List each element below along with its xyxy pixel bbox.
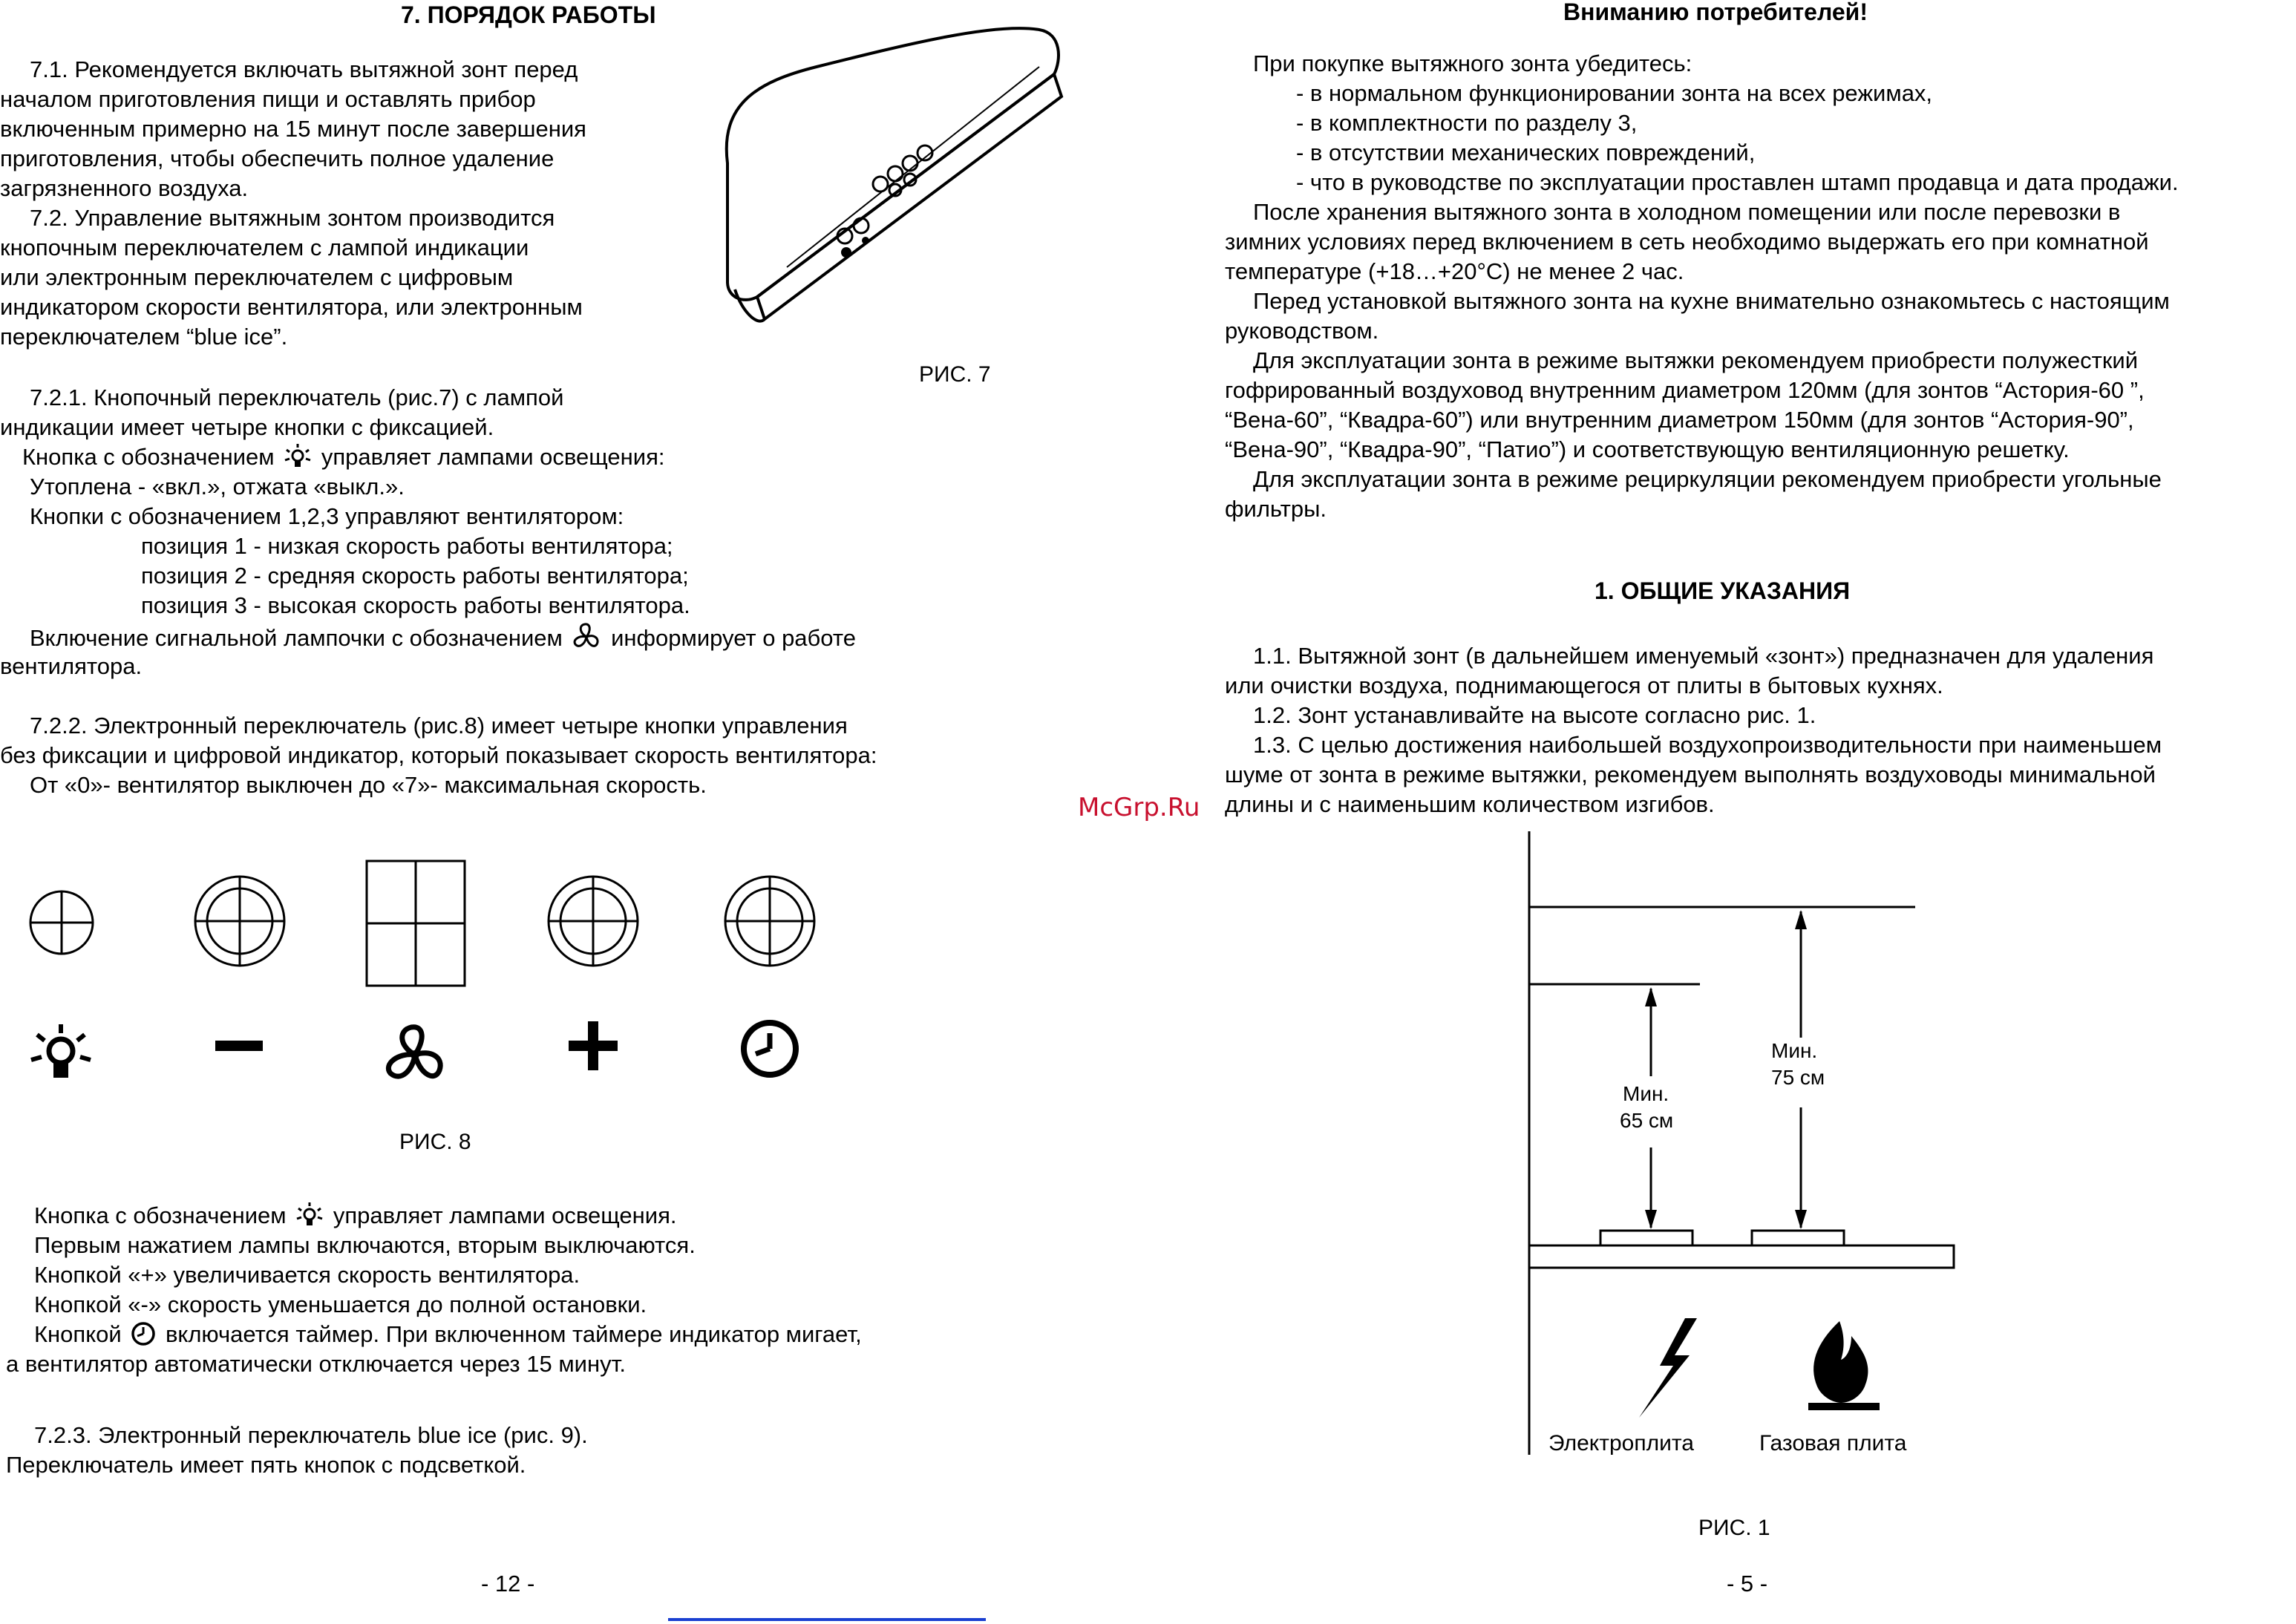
clock-icon — [739, 1018, 800, 1079]
text-line: 1.3. С целью достижения наибольшей воздухопроизводительности при наименьшем — [1253, 732, 2162, 758]
text-line: позиция 1 - низкая скорость работы вентилятора; — [141, 533, 673, 559]
text-line: Первым нажатием лампы включаются, вторым выключаются. — [34, 1232, 696, 1258]
min-75-label-1: Мин. — [1771, 1039, 1818, 1062]
text-line: После хранения вытяжного зонта в холодном помещении или после перевозки в — [1253, 199, 2121, 225]
minus-button[interactable] — [193, 874, 287, 968]
minus-icon — [215, 1041, 263, 1052]
text-span: информирует о работе — [611, 625, 856, 651]
lamp-icon — [297, 1202, 322, 1229]
installation-height-figure-1 — [1514, 831, 1975, 1470]
text-line: От «0»- вентилятор выключен до «7»- максимальная скорость. — [30, 772, 707, 798]
text-span: Включение сигнальной лампочки с обозначением — [30, 625, 563, 651]
text-span: управляет лампами освещения: — [321, 444, 665, 470]
text-line: длины и с наименьшим количеством изгибов. — [1225, 791, 1715, 817]
attention-heading: Вниманию потребителей! — [1563, 0, 1868, 25]
text-line: Для эксплуатации зонта в режиме вытяжки рекомендуем приобрести полужесткий — [1253, 347, 2139, 373]
link-underline[interactable] — [668, 1618, 986, 1621]
gas-stove-label: Газовая плита — [1759, 1431, 1907, 1456]
text-span: Кнопка с обозначением — [22, 444, 275, 470]
text-line — [22, 442, 665, 472]
clock-icon — [131, 1321, 156, 1346]
text-line: шуме от зонта в режиме вытяжки, рекомендуем выполнять воздуховоды минимальной — [1225, 762, 2156, 788]
text-line: 1.1. Вытяжной зонт (в дальнейшем именуемый «зонт») предназначен для удаления — [1253, 643, 2154, 669]
text-line: Утоплена - «вкл.», отжата «выкл.». — [30, 474, 405, 500]
speed-display — [365, 860, 466, 987]
lamp-icon — [31, 1024, 91, 1087]
text-line: фильтры. — [1225, 496, 1327, 522]
text-line: 1.2. Зонт устанавливайте на высоте согласно рис. 1. — [1253, 702, 1816, 728]
page-number-left: - 12 - — [481, 1571, 535, 1597]
general-heading: 1. ОБЩИЕ УКАЗАНИЯ — [1595, 577, 1851, 604]
text-line: позиция 2 - средняя скорость работы вентилятора; — [141, 563, 689, 589]
text-span: включается таймер. При включенном таймере индикатор мигает, — [165, 1321, 862, 1347]
lamp-button[interactable] — [28, 889, 95, 956]
text-line: 7.2.3. Электронный переключатель blue ice (рис. 9). — [34, 1422, 588, 1448]
text-line: руководством. — [1225, 318, 1379, 344]
fig8-caption: РИС. 8 — [399, 1130, 471, 1154]
text-line: - в комплектности по разделу 3, — [1296, 110, 1638, 136]
text-line: Переключатель имеет пять кнопок с подсветкой. — [6, 1452, 526, 1478]
text-line: кнопочным переключателем с лампой индикации — [0, 235, 529, 261]
text-line: Кнопкой «-» скорость уменьшается до полной остановки. — [34, 1291, 647, 1317]
text-line: включенным примерно на 15 минут после завершения — [0, 116, 586, 142]
text-line: - в отсутствии механических повреждений, — [1296, 140, 1756, 166]
section-7-heading: 7. ПОРЯДОК РАБОТЫ — [401, 1, 656, 28]
electric-stove-label: Электроплита — [1548, 1431, 1694, 1456]
text-line: или электронным переключателем с цифровым — [0, 264, 514, 290]
text-line: позиция 3 - высокая скорость работы вентилятора. — [141, 592, 690, 618]
fan-icon — [383, 1023, 447, 1087]
text-line: “Вена-60”, “Квадра-60”) или внутренним диаметром 150мм (для зонтов “Астория-90”, — [1225, 407, 2134, 433]
lamp-icon — [285, 444, 310, 471]
text-line: переключателем “blue ice”. — [0, 324, 288, 350]
text-line: приготовления, чтобы обеспечить полное удаление — [0, 145, 555, 171]
text-line: - что в руководстве по эксплуатации проставлен штамп продавца и дата продажи. — [1296, 169, 2179, 195]
text-line: 7.1. Рекомендуется включать вытяжной зонт перед — [30, 56, 578, 82]
watermark: McGrp.Ru — [1078, 793, 1200, 822]
min-75-label-2: 75 см — [1771, 1066, 1825, 1089]
text-line: Кнопки с обозначением 1,2,3 управляют вентилятором: — [30, 503, 624, 529]
text-line: или очистки воздуха, поднимающегося от плиты в бытовых кухнях. — [1225, 672, 1943, 698]
lightning-icon — [1639, 1318, 1697, 1418]
timer-button[interactable] — [723, 874, 817, 968]
control-panel-figure-8 — [0, 854, 817, 1099]
text-line: гофрированный воздуховод внутренним диаметром 120мм (для зонтов “Астория-60 ”, — [1225, 377, 2145, 403]
text-line: без фиксации и цифровой индикатор, который показывает скорость вентилятора: — [0, 742, 877, 768]
text-line: “Вена-90”, “Квадра-90”, “Патио”) и соответствующую вентиляционную решетку. — [1225, 436, 2070, 462]
text-line: 7.2.1. Кнопочный переключатель (рис.7) с лампой — [30, 384, 564, 410]
text-line: - в нормальном функционировании зонта на всех режимах, — [1296, 80, 1933, 106]
text-line: Кнопкой «+» увеличивается скорость вентилятора. — [34, 1262, 580, 1288]
fig1-caption: РИС. 1 — [1698, 1516, 1770, 1540]
text-line: а вентилятор автоматически отключается через 15 минут. — [6, 1351, 626, 1377]
text-line: Перед установкой вытяжного зонта на кухне внимательно ознакомьтесь с настоящим — [1253, 288, 2170, 314]
text-line: Для эксплуатации зонта в режиме рециркуляции рекомендуем приобрести угольные — [1253, 466, 2162, 492]
text-line: При покупке вытяжного зонта убедитесь: — [1253, 50, 1692, 76]
text-line: началом приготовления пищи и оставлять прибор — [0, 86, 536, 112]
text-line — [30, 622, 856, 653]
text-line — [34, 1201, 677, 1231]
text-line: 7.2.2. Электронный переключатель (рис.8) имеет четыре кнопки управления — [30, 713, 848, 739]
plus-button[interactable] — [546, 874, 640, 968]
text-line: индикации имеет четыре кнопки с фиксацией. — [0, 414, 494, 440]
min-65-label-2: 65 см — [1620, 1109, 1674, 1132]
text-line: загрязненного воздуха. — [0, 175, 249, 201]
text-span: Кнопкой — [34, 1321, 122, 1347]
text-line: зимних условиях перед включением в сеть необходимо выдержать его при комнатной — [1225, 229, 2149, 255]
text-line: индикатором скорости вентилятора, или электронным — [0, 294, 583, 320]
fan-icon — [572, 622, 601, 652]
text-line: температуре (+18…+20°С) не менее 2 час. — [1225, 258, 1684, 284]
plus-icon — [569, 1021, 618, 1070]
text-span: управляет лампами освещения. — [333, 1202, 677, 1228]
text-line: вентилятора. — [0, 653, 143, 679]
hood-figure-7 — [713, 15, 1069, 341]
text-line: 7.2. Управление вытяжным зонтом производится — [30, 205, 555, 231]
text-line — [34, 1320, 862, 1349]
min-65-label-1: Мин. — [1623, 1082, 1669, 1105]
text-span: Кнопка с обозначением — [34, 1202, 287, 1228]
fig7-caption: РИС. 7 — [919, 362, 991, 387]
page-number-right: - 5 - — [1727, 1571, 1768, 1597]
